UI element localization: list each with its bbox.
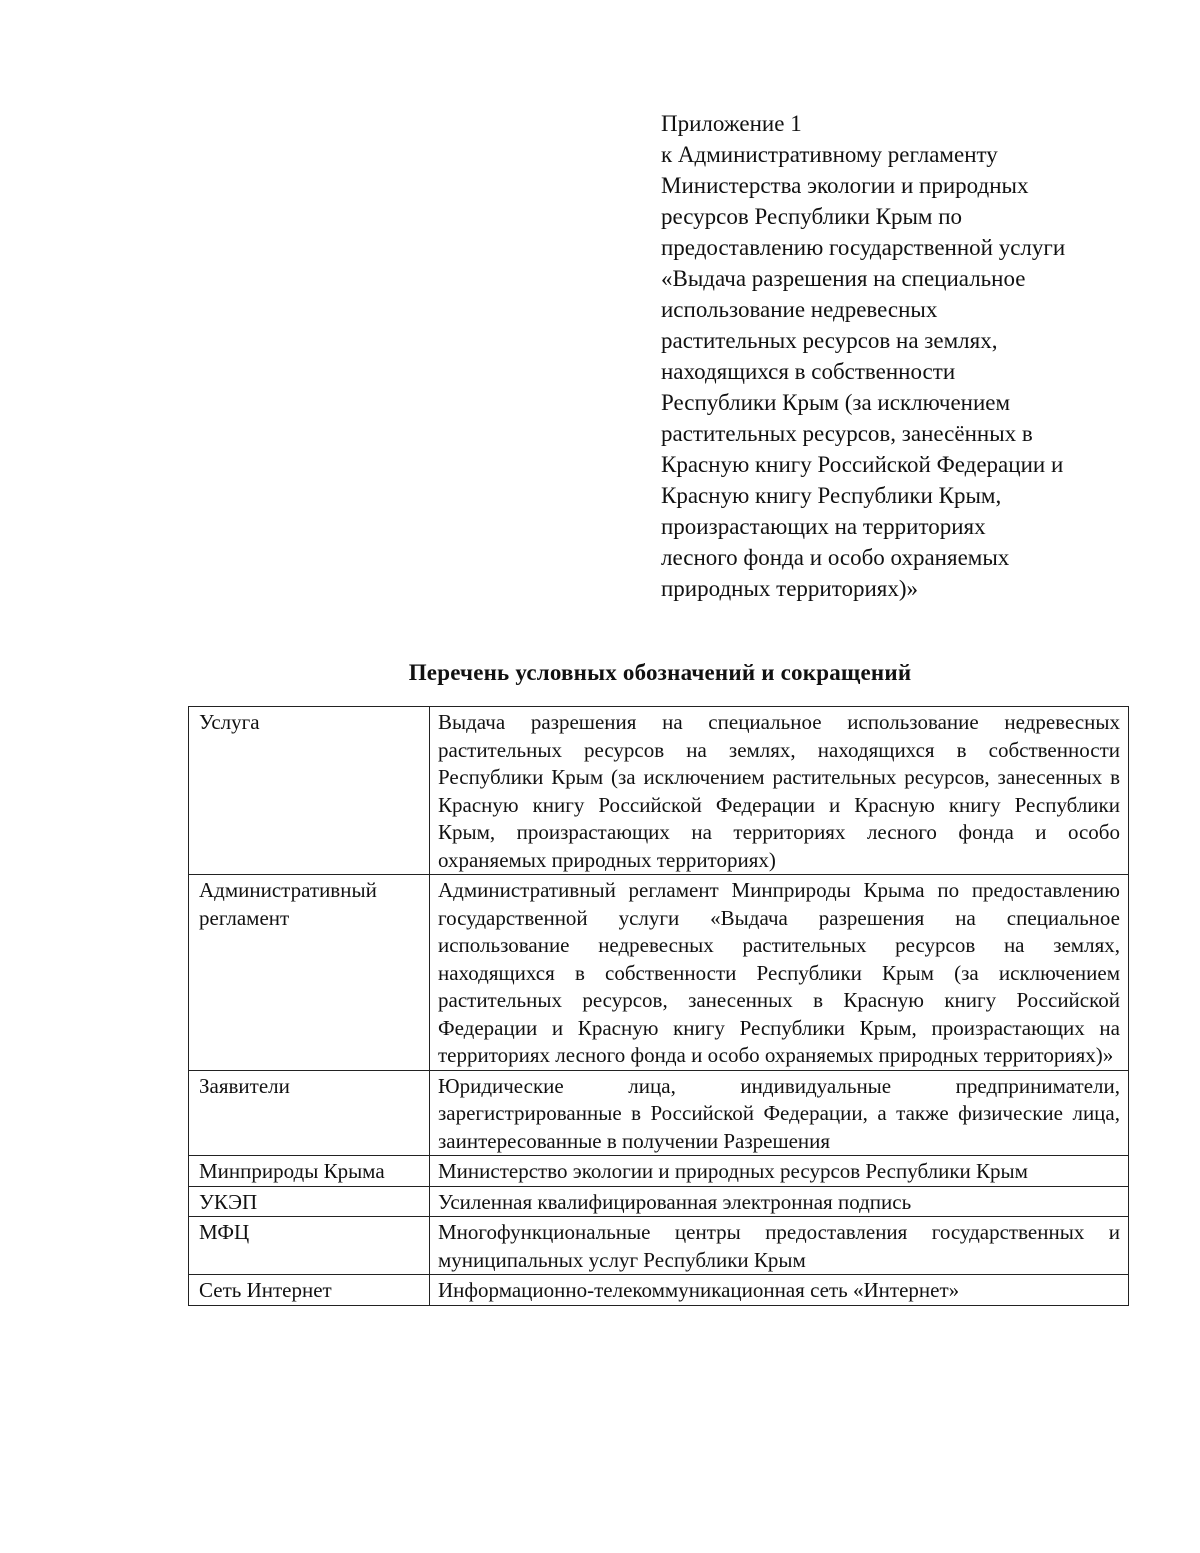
appendix-line: «Выдача разрешения на специальное <box>661 266 1026 291</box>
definition-cell: Административный регламент Минприроды Крыма по предоставлению государственной услуги «Выдача разрешения на специальное использование недревесных растительных ресурсов на землях, находящихся в собственности Республики Крым (за исключением растительных ресурсов, занесенных в Красную книгу Российской Федерации и Красную книгу Республики Крым, произрастающих на территориях лесного фонда и особо охраняемых природных территориях)» <box>430 875 1129 1071</box>
appendix-line: предоставлению государственной услуги <box>661 235 1066 260</box>
appendix-line: произрастающих на территориях <box>661 514 986 539</box>
appendix-line: Красную книгу Российской Федерации и <box>661 452 1064 477</box>
appendix-block <box>661 108 1131 604</box>
appendix-line: Приложение 1 <box>661 111 802 136</box>
appendix-line: к Административному регламенту <box>661 142 998 167</box>
definition-cell: Выдача разрешения на специальное использование недревесных растительных ресурсов на землях, находящихся в собственности Республики Крым (за исключением растительных ресурсов, занесенных в Красную книгу Российской Федерации и Красную книгу Республики Крым, произрастающих на территориях лесного фонда и особо охраняемых природных территориях) <box>430 707 1129 875</box>
term-cell: Минприроды Крыма <box>189 1156 430 1187</box>
term-cell: УКЭП <box>189 1186 430 1217</box>
table-row <box>189 1070 1129 1156</box>
definition-cell: Информационно-телекоммуникационная сеть «Интернет» <box>430 1275 1129 1306</box>
appendix-line: Республики Крым (за исключением <box>661 390 1011 415</box>
appendix-line: ресурсов Республики Крым по <box>661 204 963 229</box>
definition-cell: Многофункциональные центры предоставления государственных и муниципальных услуг Республики Крым <box>430 1217 1129 1275</box>
term-cell: Заявители <box>189 1070 430 1156</box>
document-title: Перечень условных обозначений и сокращений <box>408 660 912 685</box>
appendix-line: растительных ресурсов на землях, <box>661 328 998 353</box>
appendix-line: находящихся в собственности <box>661 359 956 384</box>
appendix-line: использование недревесных <box>661 297 938 322</box>
appendix-line: природных территориях)» <box>661 576 919 601</box>
table-row <box>189 1217 1129 1275</box>
term-cell: Сеть Интернет <box>189 1275 430 1306</box>
table-row <box>189 1186 1129 1217</box>
abbreviations-table <box>188 706 1129 1306</box>
term-cell: Услуга <box>189 707 430 875</box>
appendix-line: растительных ресурсов, занесённых в <box>661 421 1033 446</box>
definition-cell: Усиленная квалифицированная электронная подпись <box>430 1186 1129 1217</box>
table-row <box>189 1275 1129 1306</box>
table-row <box>189 875 1129 1071</box>
definition-cell: Юридические лица, индивидуальные предприниматели, зарегистрированные в Российской Федерации, а также физические лица, заинтересованные в получении Разрешения <box>430 1070 1129 1156</box>
table-row <box>189 1156 1129 1187</box>
appendix-line: Красную книгу Республики Крым, <box>661 483 1002 508</box>
term-cell: Административный регламент <box>189 875 430 1071</box>
appendix-line: Министерства экологии и природных <box>661 173 1029 198</box>
table-row <box>189 707 1129 875</box>
definition-cell: Министерство экологии и природных ресурсов Республики Крым <box>430 1156 1129 1187</box>
appendix-line: лесного фонда и особо охраняемых <box>661 545 1010 570</box>
term-cell: МФЦ <box>189 1217 430 1275</box>
